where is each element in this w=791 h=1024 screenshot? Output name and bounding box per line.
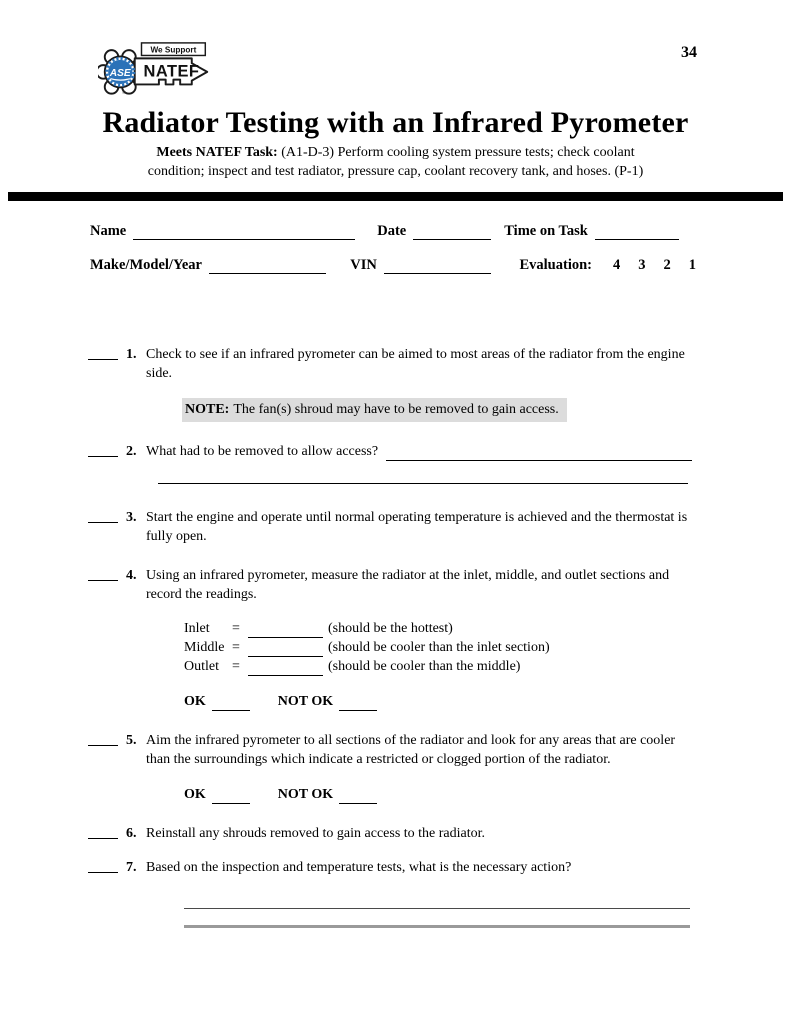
step-7-answer-line-2 <box>184 924 690 928</box>
step-7-answer-line-1 <box>184 907 690 909</box>
step-5-not-ok-blank <box>339 789 377 804</box>
task-step-6 <box>88 824 692 843</box>
name-field <box>133 224 355 240</box>
inlet-reading-row <box>184 619 692 638</box>
note-box <box>182 398 567 422</box>
step-4-not-ok-blank <box>339 696 377 711</box>
page-title: Radiator Testing with an Infrared Pyrometer <box>102 106 689 139</box>
step-6-number: 6. <box>126 826 137 841</box>
outlet-equals: = <box>232 659 240 674</box>
student-info-form <box>0 201 791 274</box>
ase-label: ASE <box>109 67 131 79</box>
step-2-check-blank <box>88 442 118 457</box>
step-6-body <box>146 824 692 843</box>
we-support-label: We Support <box>150 45 197 55</box>
outlet-value-blank <box>248 660 323 676</box>
task-step-2 <box>88 442 692 484</box>
task-step-4 <box>88 566 692 711</box>
step-2-answer-line-2 <box>158 482 688 484</box>
outlet-reading-row <box>184 657 692 676</box>
task-line-1: Meets NATEF Task: (A1-D-3) Perform cooling system pressure tests; check coolant <box>156 145 635 160</box>
time-on-task-field <box>595 224 679 240</box>
step-2-text: What had to be removed to allow access? <box>146 444 379 459</box>
step-1-text: Check to see if an infrared pyrometer can be aimed to most areas of the radiator from the engine side. <box>146 347 685 381</box>
task-steps-list <box>0 291 791 928</box>
evaluation-score-4: 4 <box>613 257 621 273</box>
date-label: Date <box>377 223 407 239</box>
step-1-body <box>146 345 692 422</box>
vin-label: VIN <box>350 257 377 273</box>
step-5-ok-group <box>184 785 692 804</box>
step-4-check-blank <box>88 566 118 581</box>
evaluation-score-1: 1 <box>688 257 696 273</box>
evaluation-score-3: 3 <box>638 257 646 273</box>
note-text: The fan(s) shroud may have to be removed to gain access. <box>233 402 559 417</box>
step-3-text: Start the engine and operate until normal operating temperature is achieved and the thermostat is fully open. <box>146 510 688 544</box>
middle-hint: (should be cooler than the inlet section) <box>328 640 550 655</box>
page-number: 34 <box>681 44 697 61</box>
step-3-check-blank <box>88 508 118 523</box>
form-row-1 <box>90 223 696 240</box>
step-2-question-line <box>146 442 692 461</box>
evaluation-label: Evaluation: <box>519 257 592 273</box>
inlet-label: Inlet <box>184 621 210 636</box>
task-description <box>0 143 791 181</box>
natef-logo <box>98 40 214 98</box>
step-4-number: 4. <box>126 568 137 583</box>
step-4-ok-blank <box>212 696 250 711</box>
name-label: Name <box>90 223 127 239</box>
step-4-ok-group <box>184 692 692 711</box>
inlet-hint: (should be the hottest) <box>328 621 453 636</box>
step-7-text: Based on the inspection and temperature tests, what is the necessary action? <box>146 860 572 875</box>
step-5-text: Aim the infrared pyrometer to all sections of the radiator and look for any areas that are cooler than the surroundings which indicate a restricted or clogged portion of the radiator. <box>146 733 676 767</box>
outlet-hint: (should be cooler than the middle) <box>328 659 521 674</box>
ok-label: OK <box>184 694 206 709</box>
task-step-3 <box>88 508 692 546</box>
task-label: Meets NATEF Task: <box>156 145 278 160</box>
form-row-2 <box>90 257 696 274</box>
note-label: NOTE: <box>185 402 230 417</box>
step-1-check-blank <box>88 345 118 360</box>
step-7-body <box>146 858 692 928</box>
step-4-body <box>146 566 692 711</box>
inlet-value-blank <box>248 622 323 638</box>
inlet-equals: = <box>232 621 240 636</box>
task-line-2: condition; inspect and test radiator, pressure cap, coolant recovery tank, and hoses. (P-1) <box>147 164 644 179</box>
step-5-ok-blank <box>212 789 250 804</box>
step-5-body <box>146 731 692 804</box>
vin-field <box>384 258 492 274</box>
make-model-year-label: Make/Model/Year <box>90 257 202 273</box>
divider-bar <box>8 192 783 201</box>
page-header <box>0 0 791 98</box>
task-step-1 <box>88 345 692 422</box>
time-on-task-label: Time on Task <box>504 223 588 239</box>
natef-key-logo-icon <box>98 40 214 98</box>
not-ok-label: NOT OK <box>277 787 334 802</box>
ok-label: OK <box>184 787 206 802</box>
step-5-check-blank <box>88 731 118 746</box>
natef-label: NATEF <box>143 62 200 81</box>
make-model-year-field <box>209 258 326 274</box>
middle-label: Middle <box>184 640 225 655</box>
date-field <box>413 224 491 240</box>
step-7-check-blank <box>88 858 118 873</box>
outlet-label: Outlet <box>184 659 219 674</box>
temperature-readings <box>184 619 692 676</box>
not-ok-label: NOT OK <box>277 694 334 709</box>
step-3-number: 3. <box>126 510 137 525</box>
task-step-5 <box>88 731 692 804</box>
step-7-number: 7. <box>126 860 137 875</box>
step-6-text: Reinstall any shrouds removed to gain access to the radiator. <box>146 826 486 841</box>
step-3-body <box>146 508 692 546</box>
step-4-text: Using an infrared pyrometer, measure the radiator at the inlet, middle, and outlet sections and record the readings. <box>146 568 670 602</box>
step-2-answer-blank <box>386 445 692 461</box>
middle-reading-row <box>184 638 692 657</box>
evaluation-scores <box>613 257 696 274</box>
registered-mark: ® <box>122 91 126 97</box>
task-step-7 <box>88 858 692 928</box>
step-5-number: 5. <box>126 733 137 748</box>
step-2-number: 2. <box>126 444 137 459</box>
step-6-check-blank <box>88 824 118 839</box>
middle-value-blank <box>248 641 323 657</box>
step-1-number: 1. <box>126 347 137 362</box>
middle-equals: = <box>232 640 240 655</box>
evaluation-score-2: 2 <box>663 257 671 273</box>
step-2-body <box>146 442 692 484</box>
